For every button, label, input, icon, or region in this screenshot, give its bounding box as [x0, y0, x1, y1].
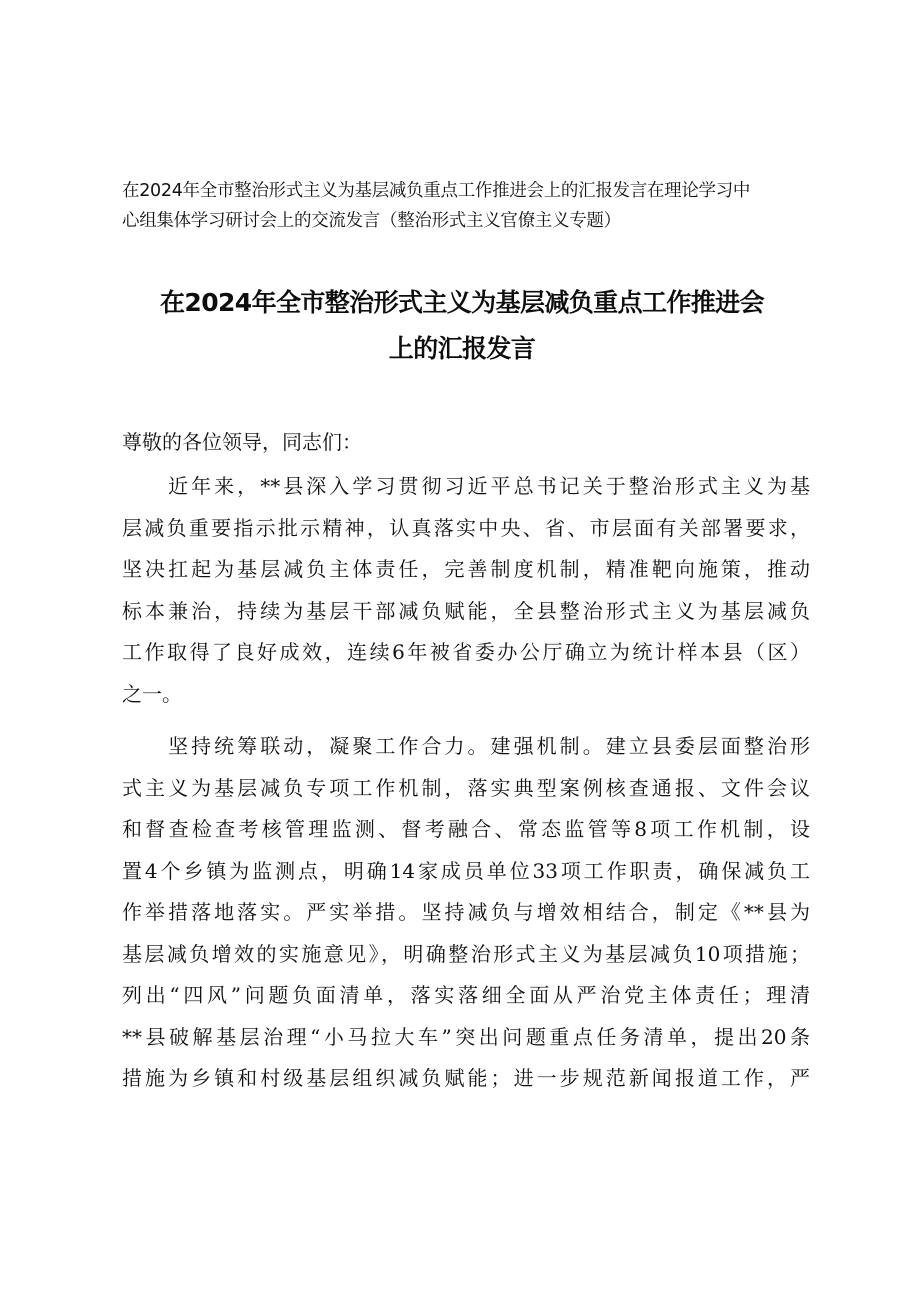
paragraph — [122, 466, 810, 715]
paragraph-line: 工作取得了良好成效，连续6年被省委办公厅确立为统计样本县（区） — [122, 640, 810, 664]
paragraph-line: 措施为乡镇和村级基层组织减负赋能；进一步规范新闻报道工作，严 — [122, 1066, 810, 1090]
paragraph-line: 基层减负增效的实施意见》，明确整治形式主义为基层减负10项措施； — [122, 941, 810, 966]
paragraph-line: 之一。 — [122, 681, 182, 706]
paragraph-line: 坚决扛起为基层减负主体责任，完善制度机制，精准靶向施策，推动 — [122, 557, 810, 581]
paragraph-line: 式主义为基层减负专项工作机制，落实典型案例核查通报、文件会议 — [122, 775, 810, 800]
paragraph-line: 列出“四风”问题负面清单，落实落细全面从严治党主体责任；理清 — [122, 983, 810, 1007]
document-header — [122, 176, 802, 236]
paragraph-line: 层减负重要指示批示精神，认真落实中央、省、市层面有关部署要求， — [122, 515, 810, 540]
paragraph-line: 作举措落地落实。严实举措。坚持减负与增效相结合，制定《**县为 — [122, 900, 810, 924]
paragraph — [122, 726, 810, 1100]
header-line: 心组集体学习研讨会上的交流发言（整治形式主义官僚主义专题） — [122, 211, 621, 231]
paragraph-line: 坚持统筹联动，凝聚工作合力。建强机制。建立县委层面整治形 — [122, 734, 810, 758]
paragraph-line: 置4个乡镇为监测点，明确14家成员单位33项工作职责，确保减负工 — [122, 858, 810, 883]
title-line: 在2024年全市整治形式主义为基层减负重点工作推进会 — [160, 288, 764, 317]
salutation: 尊敬的各位领导，同志们： — [122, 430, 362, 454]
paragraph-line: 近年来，**县深入学习贯彻习近平总书记关于整治形式主义为基 — [122, 474, 810, 498]
document-title — [112, 280, 812, 372]
header-line: 在2024年全市整治形式主义为基层减负重点工作推进会上的汇报发言在理论学习中 — [122, 181, 751, 201]
paragraph-line: **县破解基层治理“小马拉大车”突出问题重点任务清单，提出20条 — [122, 1024, 810, 1049]
paragraph-line: 和督查检查考核管理监测、督考融合、常态监管等8项工作机制，设 — [122, 817, 810, 841]
paragraph-line: 标本兼治，持续为基层干部减负赋能，全县整治形式主义为基层减负 — [122, 598, 810, 623]
title-line: 上的汇报发言 — [388, 334, 536, 363]
